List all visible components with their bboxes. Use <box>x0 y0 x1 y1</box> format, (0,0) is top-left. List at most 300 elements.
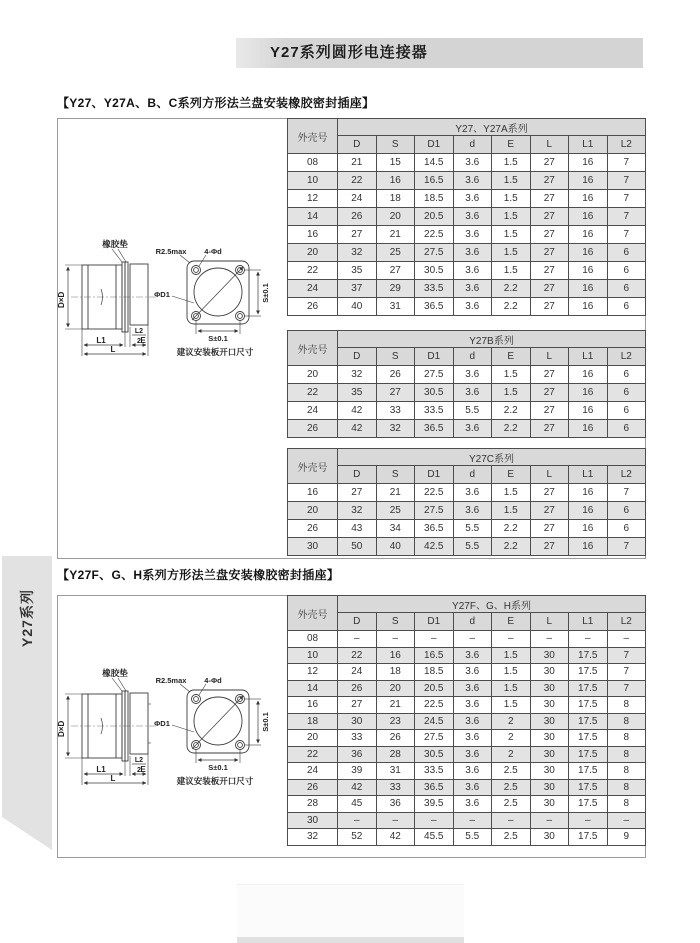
e-label: E <box>140 765 146 774</box>
table-row <box>288 226 646 244</box>
s-right-label: S±0.1 <box>261 712 270 732</box>
dimension-cell: 36.5 <box>415 298 454 316</box>
dimension-cell: 16 <box>569 366 608 384</box>
dimension-cell: 3.6 <box>453 779 492 796</box>
dimension-cell: 1.5 <box>492 697 531 714</box>
dimension-cell: 27 <box>530 502 569 520</box>
dimension-cell: 33.5 <box>415 280 454 298</box>
column-header: d <box>453 466 492 484</box>
dimension-cell: 22.5 <box>415 697 454 714</box>
l-label: L <box>110 345 116 354</box>
dimension-cell: 3.6 <box>453 484 492 502</box>
dimension-cell: – <box>338 812 377 829</box>
dimension-cell: – <box>415 631 454 648</box>
dimension-cell: 30 <box>530 647 569 664</box>
shell-number-cell: 10 <box>288 647 338 664</box>
dimension-cell: 6 <box>607 298 646 316</box>
section-2-heading: 【Y27F、G、H系列方形法兰盘安装橡胶密封插座】 <box>57 568 340 582</box>
dimension-cell: 1.5 <box>492 647 531 664</box>
dimension-cell: 6 <box>607 262 646 280</box>
dimension-cell: 33 <box>376 402 415 420</box>
dimension-cell: 3.6 <box>453 680 492 697</box>
dimension-cell: 33 <box>376 779 415 796</box>
shell-number-cell: 14 <box>288 208 338 226</box>
dimension-table-y27b <box>287 330 646 438</box>
dimension-cell: 5.5 <box>453 402 492 420</box>
dimension-cell: 27.5 <box>415 244 454 262</box>
dimension-cell: 29 <box>376 280 415 298</box>
table-row <box>288 484 646 502</box>
shell-number-cell: 26 <box>288 520 338 538</box>
table-row <box>288 154 646 172</box>
dimension-cell: 45.5 <box>415 829 454 846</box>
technical-drawing-connector-front-side <box>55 237 285 359</box>
l2-denominator: 2 <box>137 767 141 774</box>
dimension-cell: 6 <box>607 402 646 420</box>
dimension-cell: 39 <box>338 763 377 780</box>
table-row <box>288 172 646 190</box>
table-row <box>288 664 646 681</box>
table-y27c <box>287 448 646 556</box>
shell-number-cell: 22 <box>288 262 338 280</box>
dimension-cell: 28 <box>376 746 415 763</box>
shell-number-cell: 16 <box>288 484 338 502</box>
shell-column-header: 外壳号 <box>288 331 338 366</box>
footer-block <box>237 884 464 943</box>
table-row <box>288 697 646 714</box>
column-header: E <box>492 348 531 366</box>
dimension-cell: 27.5 <box>415 366 454 384</box>
table-row <box>288 420 646 438</box>
shell-number-cell: 22 <box>288 384 338 402</box>
dimension-cell: 30 <box>530 713 569 730</box>
shell-number-cell: 26 <box>288 779 338 796</box>
dimension-cell: 20 <box>376 208 415 226</box>
dimension-cell: 3.6 <box>453 796 492 813</box>
dimension-cell: 3.6 <box>453 366 492 384</box>
column-header: L2 <box>607 136 646 154</box>
dimension-cell: 27 <box>530 384 569 402</box>
table-row <box>288 779 646 796</box>
dimension-cell: 6 <box>607 520 646 538</box>
dimension-cell: 3.6 <box>453 208 492 226</box>
column-header: L2 <box>607 466 646 484</box>
dimension-cell: 1.5 <box>492 190 531 208</box>
dimension-cell: – <box>492 631 531 648</box>
dimension-cell: 24 <box>338 664 377 681</box>
dimension-cell: 27 <box>376 262 415 280</box>
dimension-cell: – <box>607 812 646 829</box>
dimension-cell: 5.5 <box>453 538 492 556</box>
column-header: S <box>376 348 415 366</box>
table-row <box>288 502 646 520</box>
dimension-cell: 2 <box>492 730 531 747</box>
column-header: E <box>492 136 531 154</box>
dimension-cell: – <box>569 812 608 829</box>
holes-label: 4-Φd <box>204 676 222 685</box>
dimension-cell: 36 <box>338 746 377 763</box>
dimension-cell: 37 <box>338 280 377 298</box>
section-1-heading: 【Y27、Y27A、B、C系列方形法兰盘安装橡胶密封插座】 <box>57 96 375 110</box>
dimension-cell: 25 <box>376 244 415 262</box>
dimension-cell: 30.5 <box>415 384 454 402</box>
dimension-cell: 16 <box>569 298 608 316</box>
dimension-cell: 3.6 <box>453 730 492 747</box>
dimension-cell: 16 <box>569 226 608 244</box>
dimension-cell: 16 <box>569 262 608 280</box>
table-row <box>288 631 646 648</box>
shell-number-cell: 12 <box>288 664 338 681</box>
dimension-cell: 36.5 <box>415 520 454 538</box>
dimension-cell: 39.5 <box>415 796 454 813</box>
shell-number-cell: 16 <box>288 697 338 714</box>
dimension-cell: 42 <box>338 779 377 796</box>
dimension-cell: 42 <box>338 402 377 420</box>
series-header: Y27B系列 <box>338 331 646 348</box>
dimension-cell: 40 <box>338 298 377 316</box>
dimension-cell: 27 <box>530 402 569 420</box>
dimension-cell: 27 <box>530 280 569 298</box>
dimension-cell: 16 <box>376 647 415 664</box>
dimension-cell: 17.5 <box>569 730 608 747</box>
dimension-cell: 18.5 <box>415 190 454 208</box>
dimension-cell: 42 <box>338 420 377 438</box>
dimension-cell: 36 <box>376 796 415 813</box>
dimension-cell: 32 <box>376 420 415 438</box>
dimension-cell: 27 <box>338 226 377 244</box>
shell-number-cell: 22 <box>288 746 338 763</box>
dimension-cell: – <box>453 631 492 648</box>
dimension-cell: 21 <box>376 697 415 714</box>
shell-number-cell: 20 <box>288 366 338 384</box>
dimension-cell: 34 <box>376 520 415 538</box>
dimension-cell: 27 <box>530 190 569 208</box>
dimension-cell: 30 <box>530 730 569 747</box>
column-header: d <box>453 348 492 366</box>
shell-number-cell: 14 <box>288 680 338 697</box>
dimension-cell: 14.5 <box>415 154 454 172</box>
dimension-cell: 16 <box>376 172 415 190</box>
dimension-cell: – <box>530 812 569 829</box>
mounting-caption: 建议安装板开口尺寸 <box>176 347 254 357</box>
dimension-cell: 30 <box>530 779 569 796</box>
dimension-cell: 3.6 <box>453 746 492 763</box>
s-bottom-label: S±0.1 <box>208 334 228 343</box>
table-row <box>288 796 646 813</box>
table-row <box>288 262 646 280</box>
dimension-cell: 35 <box>338 262 377 280</box>
column-header: D1 <box>415 613 454 631</box>
table-row <box>288 746 646 763</box>
e-label: E <box>140 336 146 345</box>
dimension-cell: 30 <box>338 713 377 730</box>
table-row <box>288 366 646 384</box>
dimension-cell: 36.5 <box>415 779 454 796</box>
technical-drawing-connector-front-side-2 <box>55 666 285 788</box>
table-row <box>288 402 646 420</box>
dimension-cell: 20 <box>376 680 415 697</box>
l2-label: L2 <box>134 757 144 764</box>
dimension-cell: 2 <box>492 746 531 763</box>
dimension-cell: – <box>569 631 608 648</box>
table-row <box>288 730 646 747</box>
dimension-cell: 20.5 <box>415 208 454 226</box>
dimension-cell: 5.5 <box>453 829 492 846</box>
gasket-label: 橡胶垫 <box>102 239 128 249</box>
column-header: D <box>338 348 377 366</box>
dimension-cell: 7 <box>607 226 646 244</box>
dimension-cell: 3.6 <box>453 262 492 280</box>
dimension-cell: 7 <box>607 647 646 664</box>
dimension-cell: 7 <box>607 190 646 208</box>
table-row <box>288 520 646 538</box>
dimension-cell: 30 <box>530 746 569 763</box>
dimension-cell: 27 <box>530 226 569 244</box>
radius-label: R2.5max <box>155 247 187 256</box>
dimension-cell: 26 <box>376 730 415 747</box>
shell-number-cell: 18 <box>288 713 338 730</box>
column-header: S <box>376 466 415 484</box>
dimension-cell: 16 <box>569 154 608 172</box>
column-header: L1 <box>569 613 608 631</box>
dimension-cell: 2.2 <box>492 538 531 556</box>
dimension-cell: 16 <box>569 484 608 502</box>
dimension-cell: – <box>338 631 377 648</box>
dimension-cell: 3.6 <box>453 697 492 714</box>
column-header: L <box>530 613 569 631</box>
dimension-cell: 43 <box>338 520 377 538</box>
radius-label: R2.5max <box>155 676 187 685</box>
series-header: Y27、Y27A系列 <box>338 119 646 136</box>
table-row <box>288 280 646 298</box>
table-row <box>288 190 646 208</box>
dimension-table-y27fgh <box>287 595 646 846</box>
dimension-table-y27-y27a <box>287 118 646 316</box>
dimension-cell: 9 <box>607 829 646 846</box>
dimension-cell: 3.6 <box>453 502 492 520</box>
l2-denominator: 2 <box>137 338 141 345</box>
dimension-cell: 27 <box>530 244 569 262</box>
holes-label: 4-Φd <box>204 247 222 256</box>
dimension-cell: 27 <box>530 538 569 556</box>
table-y27-y27a <box>287 118 646 316</box>
shell-number-cell: 30 <box>288 538 338 556</box>
dimension-cell: 15 <box>376 154 415 172</box>
column-header: L2 <box>607 348 646 366</box>
dimension-cell: 6 <box>607 420 646 438</box>
shell-number-cell: 10 <box>288 172 338 190</box>
dimension-cell: 21 <box>338 154 377 172</box>
dimension-cell: 33 <box>338 730 377 747</box>
dimension-cell: 3.6 <box>453 154 492 172</box>
dimension-cell: 31 <box>376 763 415 780</box>
dimension-table-y27c <box>287 448 646 556</box>
dimension-cell: 27.5 <box>415 730 454 747</box>
dimension-cell: 3.6 <box>453 664 492 681</box>
dimension-cell: 30.5 <box>415 262 454 280</box>
dimension-cell: 6 <box>607 366 646 384</box>
shell-number-cell: 28 <box>288 796 338 813</box>
column-header: L1 <box>569 466 608 484</box>
table-y27fgh <box>287 595 646 846</box>
column-header: D <box>338 136 377 154</box>
shell-number-cell: 30 <box>288 812 338 829</box>
dimension-cell: 7 <box>607 484 646 502</box>
dimension-cell: 31 <box>376 298 415 316</box>
dimension-cell: 30 <box>530 697 569 714</box>
dimension-cell: 1.5 <box>492 262 531 280</box>
dimension-cell: 8 <box>607 746 646 763</box>
dimension-cell: 27 <box>530 366 569 384</box>
dimension-cell: 16 <box>569 520 608 538</box>
shell-number-cell: 20 <box>288 244 338 262</box>
dimension-cell: 3.6 <box>453 647 492 664</box>
dimension-cell: 30 <box>530 680 569 697</box>
dimension-cell: 16 <box>569 190 608 208</box>
d1-label: ΦD1 <box>154 719 170 728</box>
dimension-cell: 2.5 <box>492 829 531 846</box>
dimension-cell: 2.2 <box>492 402 531 420</box>
column-header: D <box>338 613 377 631</box>
dimension-cell: 7 <box>607 172 646 190</box>
dimension-cell: 26 <box>338 680 377 697</box>
dimension-cell: 17.5 <box>569 796 608 813</box>
dimension-cell: 17.5 <box>569 647 608 664</box>
dimension-cell: 5.5 <box>453 520 492 538</box>
dimension-cell: 3.6 <box>453 384 492 402</box>
dimension-cell: 8 <box>607 713 646 730</box>
dimension-cell: – <box>376 812 415 829</box>
dimension-cell: 27 <box>530 520 569 538</box>
footer-bar <box>237 937 464 943</box>
dimension-cell: 8 <box>607 796 646 813</box>
table-row <box>288 763 646 780</box>
gasket-label: 橡胶垫 <box>102 668 128 678</box>
dimension-cell: 7 <box>607 208 646 226</box>
l2-label: L2 <box>134 328 144 335</box>
dimension-cell: 30 <box>530 763 569 780</box>
dimension-cell: 32 <box>338 244 377 262</box>
series-header: Y27C系列 <box>338 449 646 466</box>
dimension-cell: – <box>530 631 569 648</box>
dimension-cell: 30 <box>530 829 569 846</box>
column-header: d <box>453 613 492 631</box>
column-header: D1 <box>415 348 454 366</box>
dimension-cell: 17.5 <box>569 779 608 796</box>
table-row <box>288 298 646 316</box>
dimension-cell: 3.6 <box>453 190 492 208</box>
dimension-cell: – <box>376 631 415 648</box>
table-row <box>288 713 646 730</box>
dimension-cell: 30 <box>530 664 569 681</box>
dimension-cell: 1.5 <box>492 172 531 190</box>
dimension-cell: 2.5 <box>492 779 531 796</box>
table-row <box>288 812 646 829</box>
dimension-cell: 16 <box>569 420 608 438</box>
dimension-cell: 22.5 <box>415 226 454 244</box>
s-bottom-label: S±0.1 <box>208 763 228 772</box>
dimension-cell: 8 <box>607 730 646 747</box>
dimension-cell: 22 <box>338 647 377 664</box>
l1-label: L1 <box>96 765 106 774</box>
shell-number-cell: 20 <box>288 502 338 520</box>
dimension-cell: 27 <box>338 697 377 714</box>
column-header: D <box>338 466 377 484</box>
column-header: E <box>492 613 531 631</box>
column-header: L1 <box>569 348 608 366</box>
dimension-cell: 8 <box>607 697 646 714</box>
dimension-cell: 21 <box>376 226 415 244</box>
shell-number-cell: 08 <box>288 154 338 172</box>
dimension-cell: 1.5 <box>492 502 531 520</box>
dimension-cell: 26 <box>338 208 377 226</box>
dimension-cell: 18 <box>376 664 415 681</box>
dimension-cell: 16.5 <box>415 647 454 664</box>
dimension-cell: 23 <box>376 713 415 730</box>
column-header: L <box>530 348 569 366</box>
dimension-cell: 2.2 <box>492 280 531 298</box>
dimension-cell: 2 <box>492 713 531 730</box>
shell-number-cell: 16 <box>288 226 338 244</box>
shell-number-cell: 24 <box>288 280 338 298</box>
dimension-cell: 1.5 <box>492 208 531 226</box>
dimension-cell: 1.5 <box>492 154 531 172</box>
dimension-cell: 21 <box>376 484 415 502</box>
dimension-cell: 6 <box>607 384 646 402</box>
dimension-cell: 27 <box>338 484 377 502</box>
dimension-cell: 17.5 <box>569 697 608 714</box>
dimension-cell: 3.6 <box>453 244 492 262</box>
dimension-cell: 27 <box>530 420 569 438</box>
dimension-cell: 2.2 <box>492 298 531 316</box>
dimension-cell: 7 <box>607 538 646 556</box>
dimension-cell: 17.5 <box>569 713 608 730</box>
dimension-cell: 42.5 <box>415 538 454 556</box>
table-y27b <box>287 330 646 438</box>
dimension-cell: 7 <box>607 664 646 681</box>
column-header: L <box>530 136 569 154</box>
dimension-cell: 1.5 <box>492 366 531 384</box>
dimension-cell: 36.5 <box>415 420 454 438</box>
column-header: S <box>376 613 415 631</box>
dimension-cell: 35 <box>338 384 377 402</box>
dimension-cell: – <box>607 631 646 648</box>
dimension-cell: 18 <box>376 190 415 208</box>
dimension-cell: 33.5 <box>415 763 454 780</box>
dimension-cell: 1.5 <box>492 384 531 402</box>
shell-column-header: 外壳号 <box>288 596 338 631</box>
dimension-cell: 7 <box>607 680 646 697</box>
dimension-cell: – <box>453 812 492 829</box>
dimension-cell: 27.5 <box>415 502 454 520</box>
column-header: d <box>453 136 492 154</box>
dimension-cell: 6 <box>607 502 646 520</box>
shell-number-cell: 26 <box>288 298 338 316</box>
dimension-cell: 16 <box>569 280 608 298</box>
shell-number-cell: 12 <box>288 190 338 208</box>
table-row <box>288 384 646 402</box>
shell-number-cell: 20 <box>288 730 338 747</box>
column-header: L2 <box>607 613 646 631</box>
dimension-cell: 27 <box>530 172 569 190</box>
dimension-cell: 16 <box>569 244 608 262</box>
dimension-cell: 25 <box>376 502 415 520</box>
dimension-cell: 18.5 <box>415 664 454 681</box>
table-row <box>288 208 646 226</box>
dimension-cell: 3.6 <box>453 280 492 298</box>
column-header: L1 <box>569 136 608 154</box>
dimension-cell: 17.5 <box>569 829 608 846</box>
